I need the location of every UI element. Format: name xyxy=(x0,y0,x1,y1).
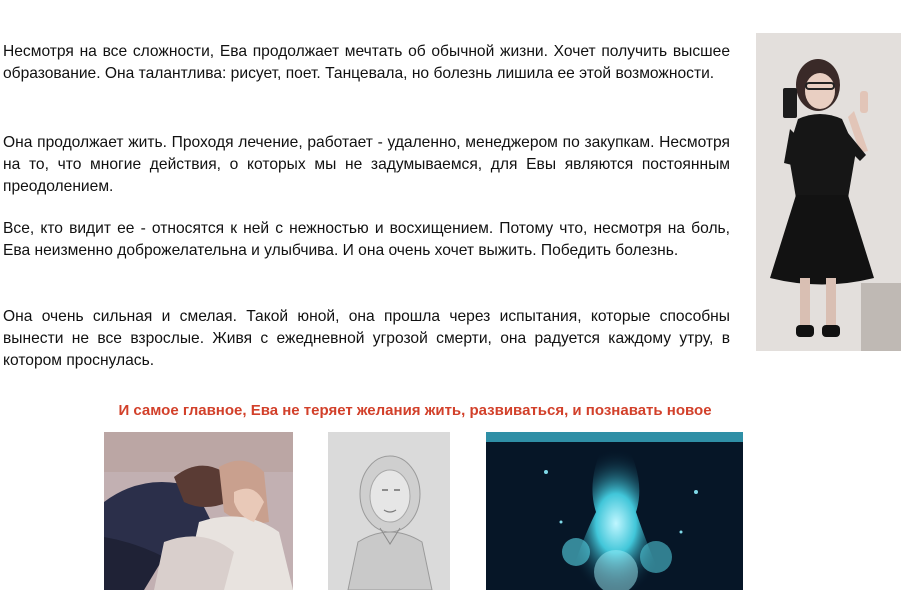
paragraph-kindness: Все, кто видит ее - относятся к ней с нежностью и восхищением. Потому что, несмотря на боль, Ева неизменно доброжелательна и улыбчива. И она очень хочет выжить. Победить болезнь. xyxy=(3,220,730,259)
paragraph-work: Она продолжает жить. Проходя лечение, работает - удаленно, менеджером по закупкам. Несмотря на то, что многие действия, о которых мы не задумываемся, для Евы являются постоянным преодолением. xyxy=(3,134,730,195)
artwork-pencil-portrait xyxy=(328,432,450,590)
paragraph-dreams: Несмотря на все сложности, Ева продолжает мечтать об обычной жизни. Хочет получить высшее образование. Она талантлива: рисует, поет. Танцевала, но болезнь лишила ее этой возможности. xyxy=(3,43,730,82)
artwork-underwater-splash xyxy=(486,432,743,590)
paragraph-strength: Она очень сильная и смелая. Такой юной, она прошла через испытания, которые способны вынести не все взрослые. Живя с ежедневной угрозой смерти, она радуется каждому утру, в котором проснулась. xyxy=(3,308,730,369)
portrait-photo xyxy=(756,33,901,351)
highlight-heading: И самое главное, Ева не теряет желания жить, развиваться, и познавать новое xyxy=(118,402,712,419)
artwork-couple-painting xyxy=(104,432,293,590)
